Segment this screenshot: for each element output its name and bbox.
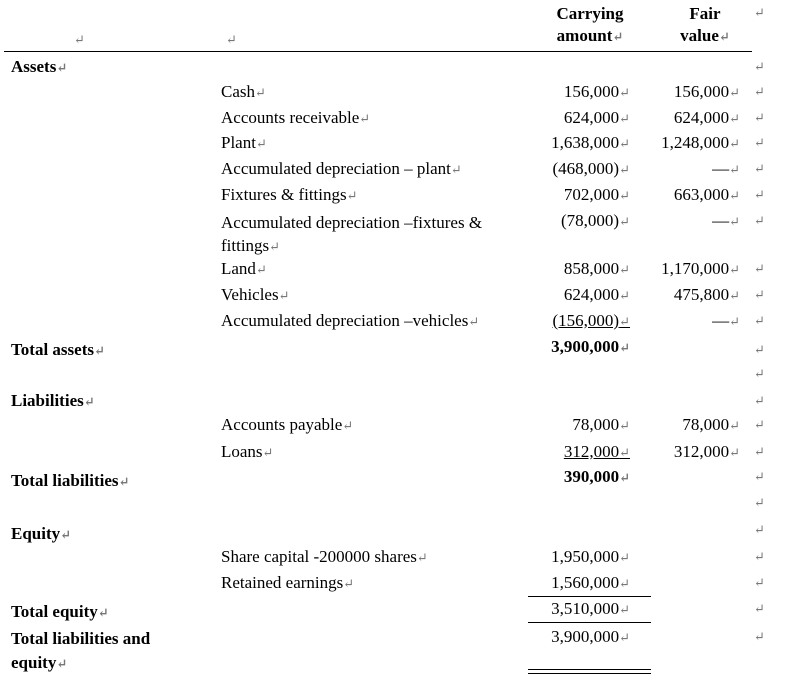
total-assets-value: [530, 337, 630, 358]
asset-fair-text: 1,170,000: [661, 259, 730, 278]
paragraph-mark: ↵: [729, 288, 740, 303]
asset-label: [221, 185, 358, 206]
paragraph-mark: ↵: [619, 445, 630, 460]
paragraph-mark: ↵: [226, 32, 237, 47]
total-liab-equity-amount: 3,900,000: [551, 627, 620, 646]
asset-fair-text: 663,000: [673, 185, 730, 204]
total-equity-label: [11, 602, 109, 623]
paragraph-mark: ↵: [754, 601, 765, 616]
liabilities-heading: [11, 391, 95, 412]
paragraph-mark: ↵: [619, 288, 630, 303]
fair-value-header: [660, 3, 750, 48]
carrying-header-line2: amount: [556, 26, 613, 45]
paragraph-mark: ↵: [754, 135, 765, 150]
asset-fair-text: 475,800: [673, 285, 730, 304]
fair-header-line2: value: [680, 26, 719, 45]
paragraph-mark: ↵: [619, 314, 630, 329]
paragraph-mark: ↵: [754, 59, 765, 74]
paragraph-mark: ↵: [619, 214, 630, 229]
liability-fair: [650, 442, 740, 463]
asset-label-text: Accumulated depreciation –fixtures & fittings: [221, 213, 483, 255]
equity-carrying: [530, 547, 630, 568]
liability-label-text: Loans: [221, 442, 263, 461]
paragraph-mark: ↵: [619, 340, 630, 355]
paragraph-mark: ↵: [56, 60, 68, 75]
asset-label-text: Accumulated depreciation –vehicles: [221, 311, 469, 330]
fair-header-line1: Fair: [689, 4, 721, 23]
asset-fair-text: 624,000: [673, 108, 730, 127]
liability-label: [221, 415, 353, 436]
liability-carrying: [530, 442, 630, 463]
paragraph-mark: ↵: [619, 470, 630, 485]
paragraph-mark: ↵: [619, 418, 630, 433]
asset-fair: [650, 133, 740, 154]
paragraph-mark: ↵: [754, 366, 765, 381]
asset-fair-text: —: [712, 159, 730, 178]
total-liabilities-label: [11, 471, 129, 492]
asset-label: [221, 211, 521, 258]
paragraph-mark: ↵: [619, 136, 630, 151]
asset-label-text: Plant: [221, 133, 256, 152]
paragraph-mark: ↵: [729, 85, 740, 100]
asset-fair: [650, 185, 740, 206]
total-liabilities-text: Total liabilities: [11, 471, 119, 490]
paragraph-mark: ↵: [619, 111, 630, 126]
paragraph-mark: ↵: [619, 550, 630, 565]
equity-carrying-text: 1,950,000: [551, 547, 620, 566]
asset-label: [221, 159, 462, 180]
paragraph-mark: ↵: [729, 188, 740, 203]
asset-label: [221, 133, 267, 154]
paragraph-mark: ↵: [619, 162, 630, 177]
asset-carrying: [530, 159, 630, 180]
paragraph-mark: ↵: [255, 85, 266, 100]
asset-fair: [650, 259, 740, 280]
total-liabilities-value: [530, 467, 630, 488]
asset-carrying: [530, 311, 630, 332]
paragraph-mark: ↵: [278, 288, 290, 303]
asset-fair-text: —: [712, 211, 730, 230]
paragraph-mark: ↵: [729, 262, 740, 277]
liability-label: [221, 442, 273, 463]
paragraph-mark: ↵: [729, 136, 740, 151]
asset-label-text: Fixtures & fittings: [221, 185, 347, 204]
asset-fair: [650, 211, 740, 232]
total-equity-text: Total equity: [11, 602, 98, 621]
paragraph-mark: ↵: [269, 239, 281, 254]
paragraph-mark: ↵: [754, 84, 765, 99]
paragraph-mark: ↵: [619, 576, 630, 591]
paragraph-mark: ↵: [262, 445, 274, 460]
paragraph-mark: ↵: [619, 262, 630, 277]
paragraph-mark: ↵: [450, 162, 462, 177]
total-liab-equity-label: [11, 627, 201, 676]
paragraph-mark: ↵: [754, 261, 765, 276]
carrying-header: [540, 3, 640, 48]
carrying-header-line1: Carrying: [556, 4, 624, 23]
equity-carrying-text: 1,560,000: [551, 573, 620, 592]
paragraph-mark: ↵: [93, 343, 105, 358]
paragraph-mark: ↵: [754, 444, 765, 459]
asset-label-text: Vehicles: [221, 285, 279, 304]
asset-fair: [650, 108, 740, 129]
total-liab-equity-value: [530, 627, 630, 648]
asset-label-text: Cash: [221, 82, 255, 101]
asset-fair: [650, 159, 740, 180]
paragraph-mark: ↵: [359, 111, 371, 126]
paragraph-mark: ↵: [729, 418, 740, 433]
equity-carrying: [530, 573, 630, 594]
liabilities-heading-text: Liabilities: [11, 391, 84, 410]
asset-fair-text: 156,000: [673, 82, 730, 101]
total-equity-rule: [528, 622, 651, 623]
paragraph-mark: ↵: [83, 394, 95, 409]
paragraph-mark: ↵: [97, 605, 109, 620]
paragraph-mark: ↵: [754, 161, 765, 176]
paragraph-mark: ↵: [729, 214, 740, 229]
paragraph-mark: ↵: [754, 417, 765, 432]
assets-heading-text: Assets: [11, 57, 57, 76]
asset-carrying-text: 858,000: [563, 259, 620, 278]
asset-carrying-text: 624,000: [563, 108, 620, 127]
paragraph-mark: ↵: [754, 342, 765, 357]
paragraph-mark: ↵: [343, 576, 355, 591]
total-liab-equity-text: Total liabilities and equity: [11, 629, 151, 672]
asset-carrying-text: (156,000): [552, 311, 620, 330]
paragraph-mark: ↵: [754, 549, 765, 564]
asset-carrying: [530, 108, 630, 129]
paragraph-mark: ↵: [619, 630, 630, 645]
paragraph-mark: ↵: [118, 474, 130, 489]
total-assets-amount: 3,900,000: [551, 337, 620, 356]
paragraph-mark: ↵: [60, 527, 72, 542]
paragraph-mark: ↵: [754, 287, 765, 302]
asset-carrying: [530, 82, 630, 103]
paragraph-mark: ↵: [468, 314, 480, 329]
asset-label: [221, 285, 290, 306]
paragraph-mark: ↵: [255, 136, 267, 151]
asset-carrying-text: (468,000): [552, 159, 620, 178]
paragraph-mark: ↵: [754, 110, 765, 125]
asset-label-text: Accounts receivable: [221, 108, 360, 127]
equity-heading: [11, 524, 71, 545]
asset-label: [221, 311, 479, 332]
paragraph-mark: ↵: [56, 656, 68, 671]
asset-fair-text: —: [712, 311, 730, 330]
asset-carrying: [530, 185, 630, 206]
assets-heading: [11, 57, 67, 78]
equity-label-text: Retained earnings: [221, 573, 344, 592]
paragraph-mark: ↵: [729, 314, 740, 329]
paragraph-mark: ↵: [619, 85, 630, 100]
asset-label-text: Accumulated depreciation – plant: [221, 159, 451, 178]
paragraph-mark: ↵: [342, 418, 354, 433]
total-equity-amount: 3,510,000: [551, 599, 620, 618]
liability-fair: [650, 415, 740, 436]
header-rule: [4, 51, 752, 52]
asset-label: [221, 259, 267, 280]
liability-fair-text: 78,000: [682, 415, 730, 434]
paragraph-mark: ↵: [718, 29, 730, 44]
asset-carrying-text: 1,638,000: [551, 133, 620, 152]
paragraph-mark: ↵: [754, 575, 765, 590]
paragraph-mark: ↵: [255, 262, 267, 277]
paragraph-mark: ↵: [74, 32, 85, 47]
paragraph-mark: ↵: [754, 313, 765, 328]
asset-label: [221, 108, 370, 129]
asset-carrying: [530, 259, 630, 280]
asset-carrying-text: 156,000: [563, 82, 620, 101]
asset-carrying: [530, 211, 630, 232]
equity-heading-text: Equity: [11, 524, 61, 543]
asset-fair-text: 1,248,000: [661, 133, 730, 152]
liability-label-text: Accounts payable: [221, 415, 343, 434]
total-assets-label: [11, 340, 105, 361]
paragraph-mark: ↵: [346, 188, 358, 203]
double-rule-top: [528, 669, 651, 670]
liability-fair-text: 312,000: [673, 442, 730, 461]
asset-carrying-text: (78,000): [561, 211, 620, 230]
paragraph-mark: ↵: [612, 29, 624, 44]
equity-label: [221, 573, 354, 594]
double-rule-bottom: [528, 673, 651, 674]
paragraph-mark: ↵: [754, 469, 765, 484]
asset-fair: [650, 82, 740, 103]
paragraph-mark: ↵: [754, 629, 765, 644]
asset-fair: [650, 311, 740, 332]
liability-carrying-text: 78,000: [572, 415, 620, 434]
paragraph-mark: ↵: [416, 550, 428, 565]
asset-carrying: [530, 285, 630, 306]
paragraph-mark: ↵: [754, 495, 765, 510]
asset-fair: [650, 285, 740, 306]
paragraph-mark: ↵: [754, 187, 765, 202]
asset-carrying: [530, 133, 630, 154]
liability-carrying: [530, 415, 630, 436]
paragraph-mark: ↵: [754, 5, 765, 20]
equity-label-text: Share capital -200000 shares: [221, 547, 417, 566]
asset-label: [221, 82, 266, 103]
asset-label-text: Land: [221, 259, 256, 278]
total-equity-value: [530, 599, 630, 620]
equity-label: [221, 547, 428, 568]
paragraph-mark: ↵: [729, 111, 740, 126]
paragraph-mark: ↵: [754, 213, 765, 228]
asset-carrying-text: 624,000: [563, 285, 620, 304]
paragraph-mark: ↵: [729, 162, 740, 177]
liability-carrying-text: 312,000: [563, 442, 620, 461]
total-liabilities-amount: 390,000: [563, 467, 620, 486]
paragraph-mark: ↵: [619, 188, 630, 203]
equity-subtotal-rule: [528, 596, 651, 597]
paragraph-mark: ↵: [619, 602, 630, 617]
paragraph-mark: ↵: [754, 522, 765, 537]
total-assets-text: Total assets: [11, 340, 94, 359]
paragraph-mark: ↵: [754, 393, 765, 408]
paragraph-mark: ↵: [729, 445, 740, 460]
asset-carrying-text: 702,000: [563, 185, 620, 204]
